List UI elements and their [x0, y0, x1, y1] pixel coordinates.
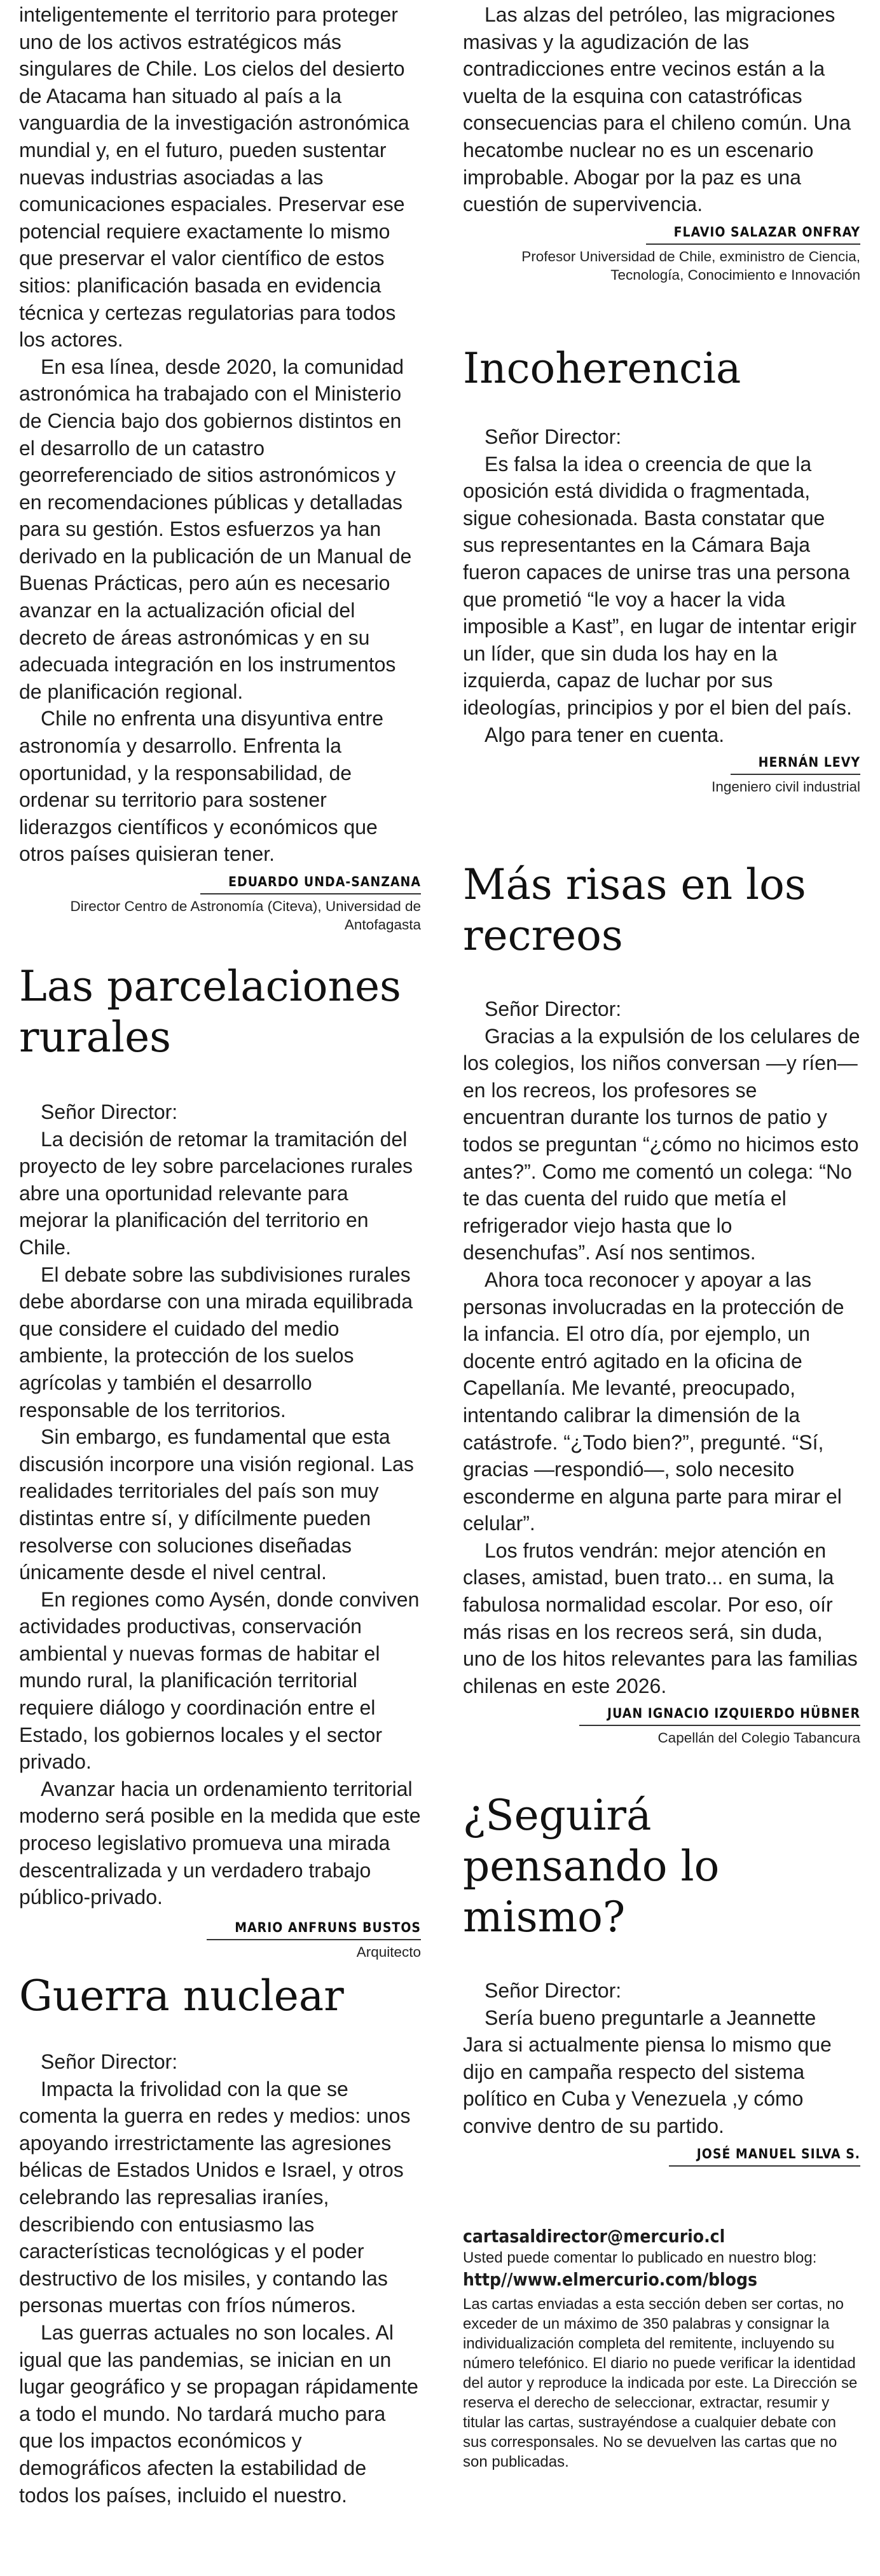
- letter-greeting: Señor Director:: [485, 425, 622, 448]
- letter-paragraph: En esa línea, desde 2020, la comunidad astronómica ha trabajado con el Ministerio de Ciencia bajo dos gobiernos distintos en el desarrollo de un catastro georreferenciado de sitios astronómicos y en recomendaciones públicas y detalladas para su gestión. Estos esfuerzos ya han derivado en la publicación de un Manual de Buenas Prácticas, pero aún es necesario avanzar en la actualización oficial del decreto de áreas astronómicas y en su adecuada integración en los instrumentos de planificación regional.: [19, 355, 412, 703]
- letter-paragraph: Es falsa la idea o creencia de que la oposición está dividida o fragmentada, sigue cohesionada. Basta constatar que sus representantes en la Cámara Baja fueron capaces de unirse tras una persona que prometió “le voy a hacer la vida imposible a Kast”, en lugar de intentar erigir un líder, que sin duda los hay en la izquierda, capaz de luchar por sus ideologías, principios y por el bien del país.: [463, 452, 856, 719]
- signature: [463, 224, 860, 284]
- letter-paragraph: Sin embargo, es fundamental que esta discusión incorpore una visión regional. Las realidades territoriales del país son muy distintas entre sí, y difícilmente pueden resolverse con soluciones diseñadas únicamente desde el nivel central.: [19, 1425, 414, 1584]
- letter-greeting: Señor Director:: [485, 1979, 622, 2002]
- letter-title: Las parcelaciones rurales: [19, 962, 401, 1062]
- letter-paragraph: Las guerras actuales no son locales. Al igual que las pandemias, se inician en un lugar geográfico y se propagan rápidamente a todo el mundo. No tardará mucho para que los impactos económicos y demográficos afecten la estabilidad de todos los países, incluido el nuestro.: [19, 2320, 418, 2507]
- signature: [463, 1706, 860, 1747]
- author-affiliation: Capellán del Colegio Tabancura: [657, 1730, 860, 1746]
- author-name: FLAVIO SALAZAR ONFRAY: [646, 224, 860, 245]
- letter-greeting: Señor Director:: [41, 2050, 178, 2073]
- letter-title: Más risas en los recreos: [463, 860, 806, 960]
- letter-body: [463, 996, 860, 1699]
- author-name: EDUARDO UNDA-SANZANA: [200, 874, 421, 894]
- letter-body: [463, 1, 860, 218]
- contact-notice: Las cartas enviadas a esta sección deben ser cortas, no exceder de un máximo de 350 palabras y consignar la individualización completa del remitente, incluyendo su número telefónico. El diario no puede verificar la identidad del autor y reproduce la indicada por este. La Dirección se reserva el derecho de seleccionar, extractar, resumir y titular las cartas, sustrayéndose a cualquier debate con sus corresponsales. No se devuelven las cartas que no son publicadas.: [463, 2296, 858, 2470]
- letter-parcelaciones: [19, 961, 421, 1961]
- signature: [463, 755, 860, 796]
- letter-title: Guerra nuclear: [19, 1971, 344, 2020]
- letter-seguira-pensando: [463, 1790, 860, 2167]
- letter-paragraph: Impacta la frivolidad con la que se comenta la guerra en redes y medios: unos apoyando irrestrictamente las agresiones bélicas de Estados Unidos e Israel, y otros celebrando las represalias iraníes, describiendo con entusiasmo las características tecnológicas y el poder destructivo de los misiles, y contando las personas muertas con fríos números.: [19, 2077, 411, 2317]
- author-affiliation: Ingeniero civil industrial: [712, 779, 860, 795]
- author-name: HERNÁN LEVY: [731, 755, 860, 775]
- contact-blog-link[interactable]: http//www.elmercurio.com/blogs: [463, 2269, 758, 2290]
- letter-astronomia: [19, 1, 421, 934]
- contact-email[interactable]: cartasaldirector@mercurio.cl: [463, 2226, 725, 2247]
- letter-greeting: Señor Director:: [485, 997, 622, 1020]
- letter-title: Incoherencia: [463, 344, 741, 393]
- letter-paragraph: Algo para tener en cuenta.: [485, 723, 725, 746]
- signature: [19, 874, 421, 934]
- author-affiliation: Profesor Universidad de Chile, exministro de Ciencia, Tecnología, Conocimiento e Innovación: [521, 248, 860, 283]
- letter-paragraph: La decisión de retomar la tramitación del proyecto de ley sobre parcelaciones rurales abre una oportunidad relevante para mejorar la planificación del territorio en Chile.: [19, 1127, 413, 1259]
- letter-paragraph: Sería bueno preguntarle a Jeannette Jara si actualmente piensa lo mismo que dijo en campaña respecto del sistema político en Cuba y Venezuela ,y cómo convive dentro de su partido.: [463, 2006, 832, 2137]
- letter-paragraph: Chile no enfrenta una disyuntiva entre astronomía y desarrollo. Enfrenta la oportunidad, y la responsabilidad, de ordenar su territorio para sostener liderazgos científicos y económicos que otros países quisieran tener.: [19, 707, 384, 866]
- letter-body: [19, 2048, 421, 2509]
- signature: [463, 2146, 860, 2167]
- letter-paragraph: Avanzar hacia un ordenamiento territorial moderno será posible en la medida que este proceso legislativo promueva una mirada descentralizada y un verdadero trabajo público-privado.: [19, 1777, 421, 1909]
- author-name: JUAN IGNACIO IZQUIERDO HÜBNER: [579, 1706, 860, 1726]
- letter-incoherencia: [463, 343, 860, 796]
- letter-title: ¿Seguirá pensando lo mismo?: [463, 1791, 720, 1942]
- letter-paragraph: En regiones como Aysén, donde conviven actividades productivas, conservación ambiental y nuevas formas de habitar el mundo rural, la planificación territorial requiere diálogo y coordinación entre el Estado, los gobiernos locales y el sector privado.: [19, 1587, 420, 1774]
- author-name: MARIO ANFRUNS BUSTOS: [207, 1920, 421, 1940]
- letter-mas-risas: [463, 860, 860, 1747]
- letter-body: [19, 1, 421, 868]
- author-affiliation: Arquitecto: [356, 1943, 421, 1960]
- letter-body: [19, 1099, 421, 1911]
- signature: [19, 1920, 421, 1961]
- letter-paragraph: Las alzas del petróleo, las migraciones masivas y la agudización de las contradicciones entre vecinos están a la vuelta de la esquina con catastróficas consecuencias para el chileno común. Una hecatombe nuclear no es un escenario improbable. Abogar por la paz es una cuestión de supervivencia.: [463, 3, 851, 216]
- letter-greeting: Señor Director:: [41, 1100, 178, 1123]
- letter-paragraph: inteligentemente el territorio para proteger uno de los activos estratégicos más singulares de Chile. Los cielos del desierto de Atacama han situado al país a la vanguardia de la investigación astronómica mundial y, en el futuro, pueden sustentar nuevas industrias asociadas a las comunicaciones espaciales. Preservar ese potencial requiere exactamente lo mismo que preservar el valor científico de estos sitios: planificación basada en evidencia técnica y certezas regulatorias para todos los actores.: [19, 3, 409, 352]
- letter-paragraph: Los frutos vendrán: mejor atención en clases, amistad, buen trato... en suma, la fabulosa normalidad escolar. Por eso, oír más risas en los recreos será, sin duda, uno de los hitos relevantes para las familias chilenas en este 2026.: [463, 1538, 858, 1697]
- letter-guerra-nuclear-continuation: [463, 1, 860, 284]
- letter-guerra-nuclear: [19, 1971, 421, 2509]
- contact-box: [463, 2225, 860, 2472]
- author-affiliation: Director Centro de Astronomía (Citeva), Universidad de Antofagasta: [70, 898, 421, 933]
- author-name: JOSÉ MANUEL SILVA S.: [669, 2146, 860, 2167]
- letter-body: [463, 423, 860, 748]
- letter-body: [463, 1977, 860, 2140]
- letter-paragraph: Gracias a la expulsión de los celulares de los colegios, los niños conversan —y ríen— en los recreos, los profesores se encuentran durante los turnos de patio y todos se preguntan “¿cómo no hicimos esto antes?”. Como me comentó un colega: “No te das cuenta del ruido que metía el refrigerador viejo hasta que lo desenchufas”. Así nos sentimos.: [463, 1024, 860, 1264]
- contact-blog-lead: Usted puede comentar lo publicado en nuestro blog:: [463, 2249, 817, 2266]
- letter-paragraph: El debate sobre las subdivisiones rurales debe abordarse con una mirada equilibrada que considere el cuidado del medio ambiente, la protección de los suelos agrícolas y también el desarrollo responsable de los territorios.: [19, 1263, 413, 1422]
- letter-paragraph: Ahora toca reconocer y apoyar a las personas involucradas en la protección de la infancia. El otro día, por ejemplo, un docente entró agitado en la oficina de Capellanía. Me levanté, preocupado, intentando calibrar la dimensión de la catástrofe. “¿Todo bien?”, pregunté. “Sí, gracias —respondió—, solo necesito esconderme en alguna parte para mirar el celular”.: [463, 1268, 844, 1535]
